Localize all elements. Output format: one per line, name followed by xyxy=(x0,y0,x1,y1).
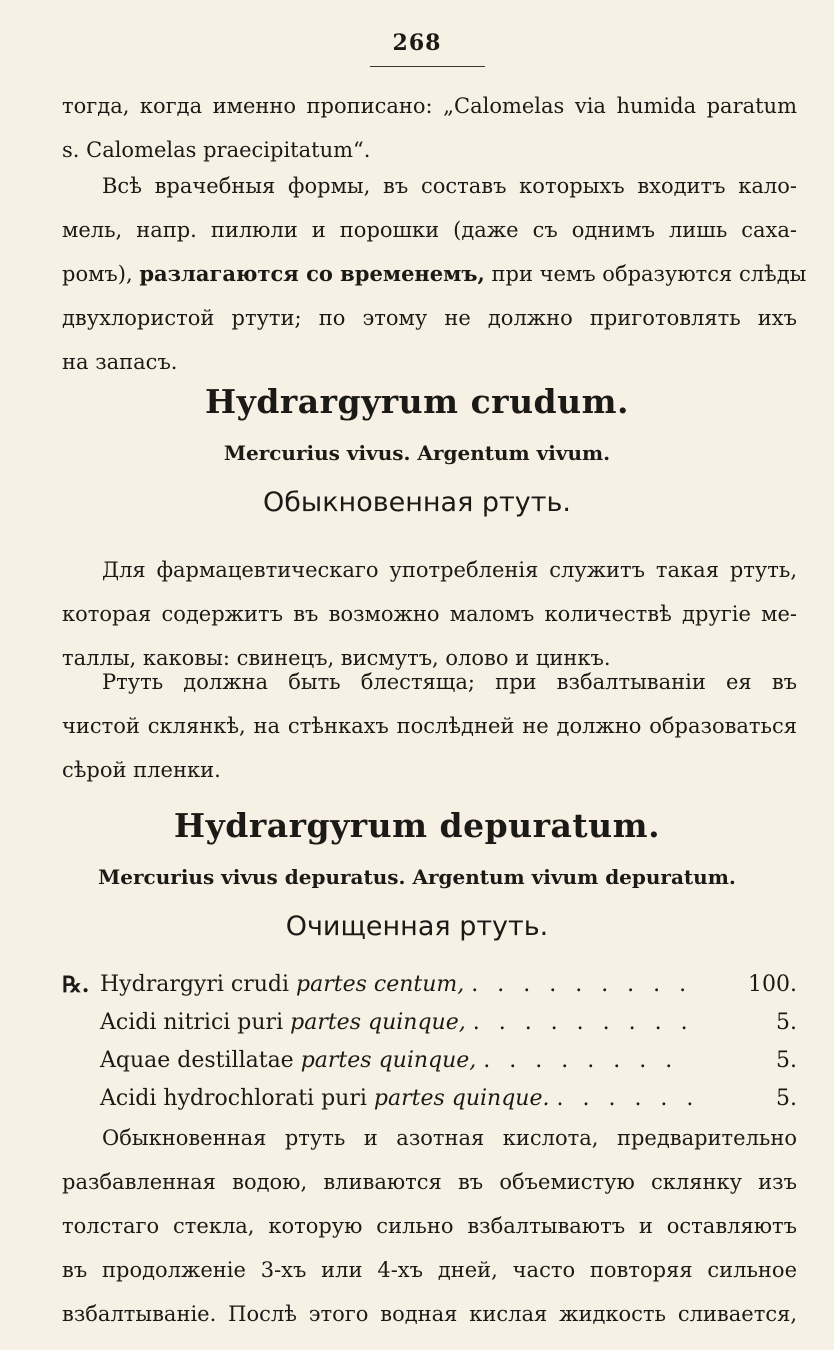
forms-paragraph xyxy=(62,164,807,384)
page-number-rule xyxy=(370,66,485,67)
forms-line-2: мель, напр. пилюли и порошки (даже съ однимъ лишь саха- xyxy=(62,218,797,242)
section2-title: Hydrargyrum depuratum. xyxy=(173,806,661,845)
forms-line-3-a: ромъ), xyxy=(62,262,133,286)
section2-synonyms: Mercurius vivus depuratus. Argentum vivum depuratum. xyxy=(98,865,736,889)
page-number: 268 xyxy=(392,30,442,56)
section2-paragraph xyxy=(62,1116,797,1336)
recipe-quantity: 5. xyxy=(776,1010,797,1035)
section1-paragraph-2 xyxy=(62,660,797,792)
recipe-quantity: 5. xyxy=(776,1086,797,1111)
s1p2-line-2: чистой склянкѣ, на стѣнкахъ послѣдней не должно образоваться xyxy=(62,714,797,738)
recipe-row xyxy=(62,1010,797,1046)
forms-line-5: на запасъ. xyxy=(62,350,178,374)
s1p2-line-3: сѣрой пленки. xyxy=(62,758,221,782)
s2p-line-2: разбавленная водою, вливаются въ объемистую склянку изъ xyxy=(62,1170,797,1194)
recipe-row xyxy=(62,972,797,1008)
recipe-ingredient: Acidi hydrochlorati puri partes quinque. . . . . . . xyxy=(100,1086,700,1111)
recipe-ingredient: Acidi nitrici puri partes quinque, . . . . . . . . . xyxy=(100,1010,694,1035)
recipe-symbol: ℞. xyxy=(62,972,90,998)
recipe-quantity: 100. xyxy=(748,972,797,997)
s2p-line-5: взбалтываніе. Послѣ этого водная кислая жидкость сливается, xyxy=(62,1302,797,1326)
s1p2-line-1: Ртуть должна быть блестяща; при взбалтываніи ея въ xyxy=(102,670,797,694)
forms-line-3 xyxy=(62,252,807,296)
forms-line-3-b: при чемъ образуются слѣды xyxy=(491,262,807,286)
section1-synonyms: Mercurius vivus. Argentum vivum. xyxy=(223,441,611,465)
recipe-row xyxy=(62,1048,797,1084)
s2p-line-3: толстаго стекла, которую сильно взбалтываютъ и оставляютъ xyxy=(62,1214,797,1238)
recipe-ingredient: Hydrargyri crudi partes centum, . . . . . . . . . xyxy=(100,972,693,997)
s2p-line-4: въ продолженіе 3-хъ или 4-хъ дней, часто повторяя сильное xyxy=(62,1258,797,1282)
forms-line-4: двухлористой ртути; по этому не должно приготовлять ихъ xyxy=(62,306,797,330)
section1-russian-title: Обыкновенная ртуть. xyxy=(263,487,571,518)
recipe-quantity: 5. xyxy=(776,1048,797,1073)
recipe-ingredient: Aquae destillatae partes quinque, . . . . . . . . xyxy=(100,1048,679,1073)
s1p1-line-3: таллы, каковы: свинецъ, висмутъ, олово и цинкъ. xyxy=(62,646,611,670)
s1p1-line-1: Для фармацевтическаго употребленія служитъ такая ртуть, xyxy=(102,558,797,582)
s2p-line-1: Обыкновенная ртуть и азотная кислота, предварительно xyxy=(102,1126,797,1150)
intro-line-2: s. Calomelas praecipitatum“. xyxy=(62,138,371,162)
forms-line-1: Всѣ врачебныя формы, въ составъ которыхъ входитъ кало- xyxy=(102,174,797,198)
intro-paragraph xyxy=(62,84,797,172)
forms-line-3-bold: разлагаются со временемъ, xyxy=(139,261,485,286)
section2-russian-title: Очищенная ртуть. xyxy=(285,911,549,942)
intro-line-1: тогда, когда именно прописано: „Calomelas via humida paratum xyxy=(62,94,797,118)
s1p1-line-2: которая содержитъ въ возможно маломъ количествѣ другіе ме- xyxy=(62,602,797,626)
section1-title: Hydrargyrum crudum. xyxy=(204,382,630,421)
